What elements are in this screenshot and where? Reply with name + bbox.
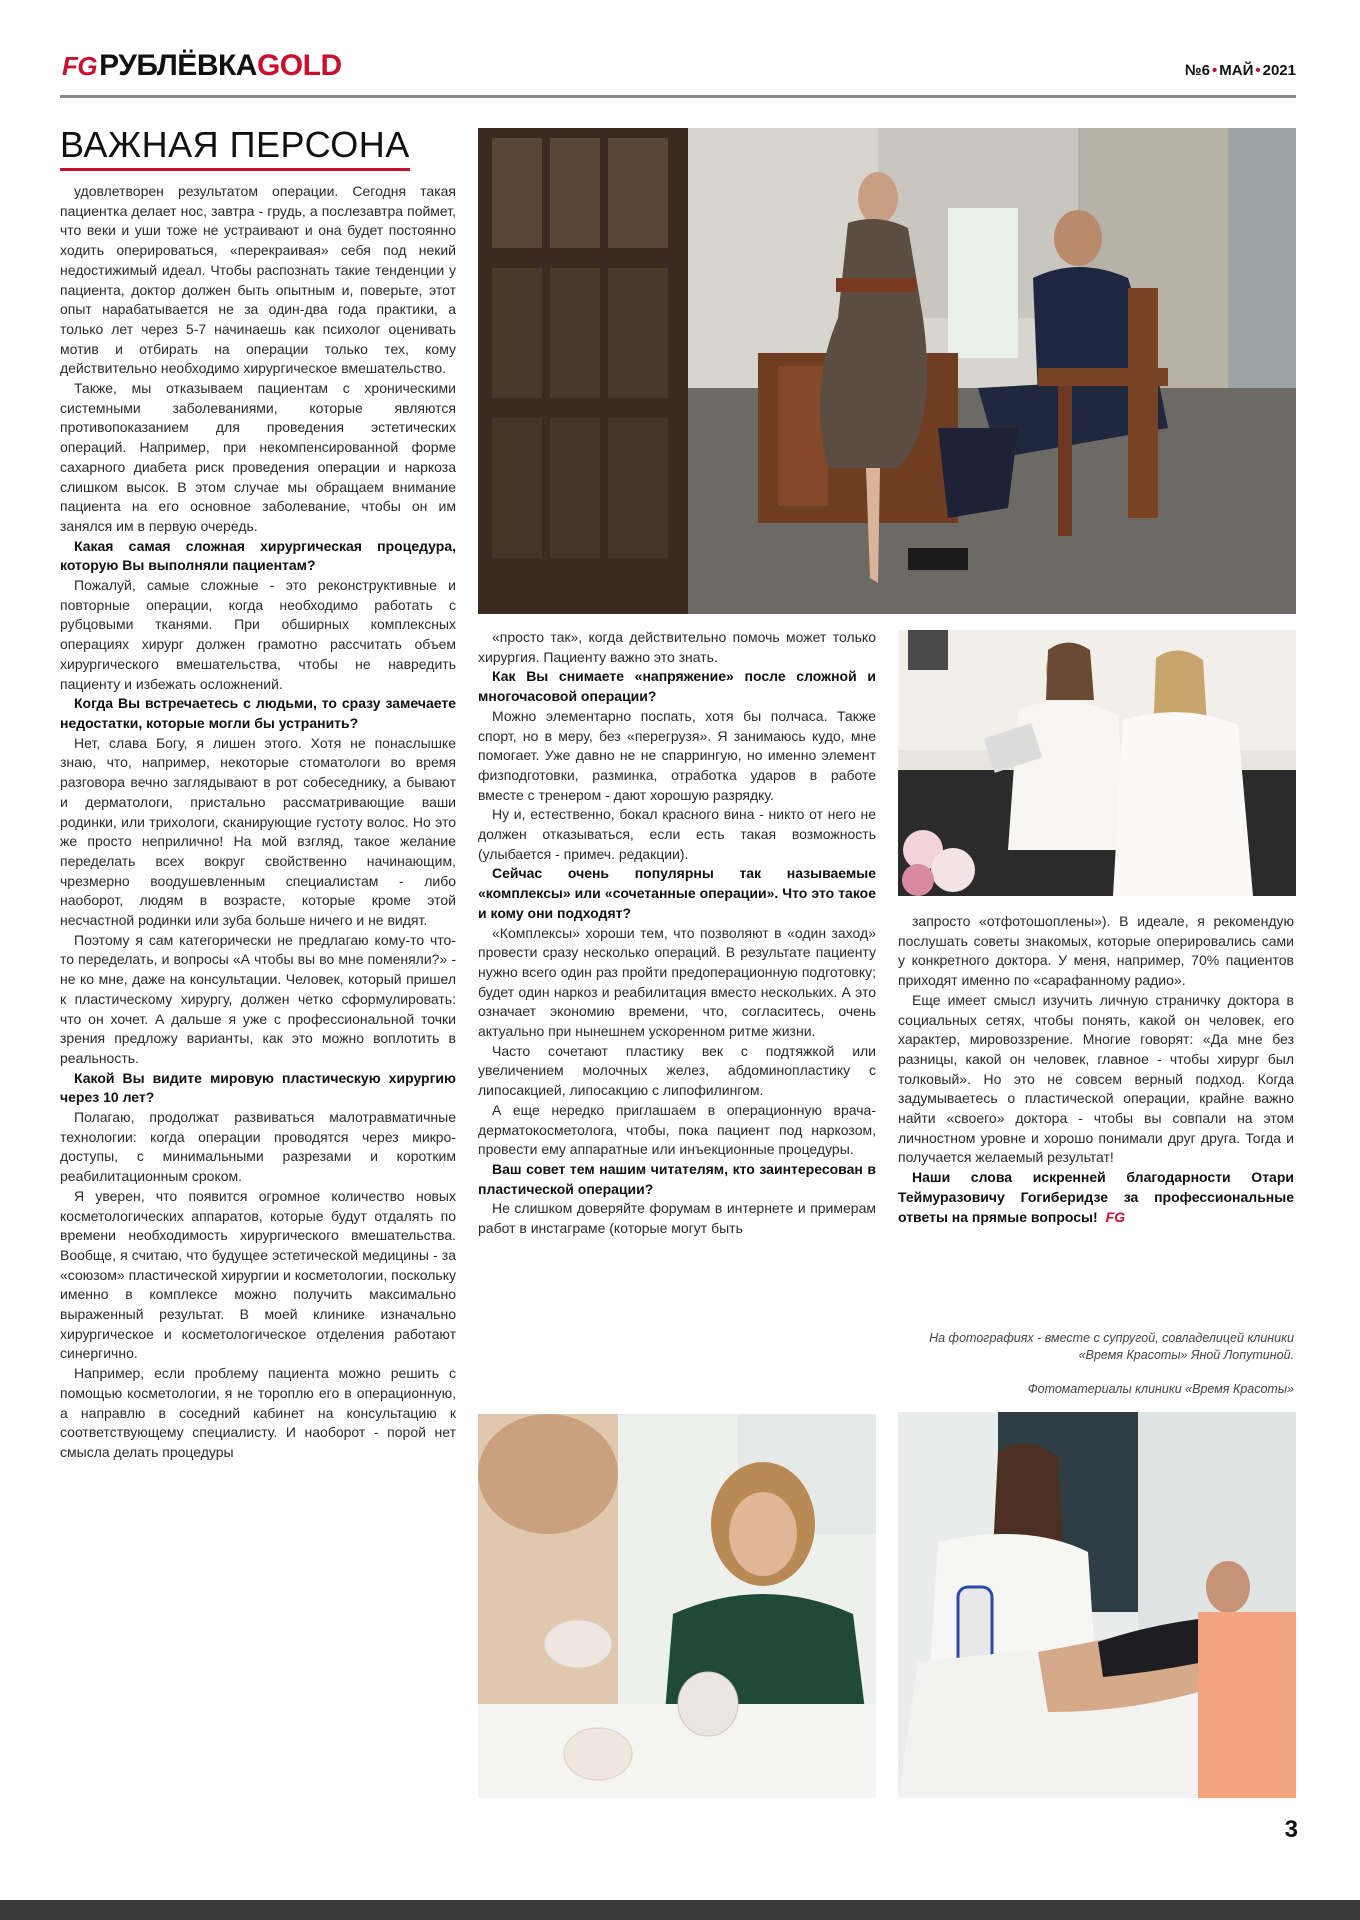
paragraph-text: Полагаю, продолжат развиваться малотравматичные технологии: когда операции проводятся через микро-доступы, с минимальными разрезами и коротким реабилитационным сроком. [60, 1109, 456, 1185]
logo-gold: GOLD [256, 49, 342, 82]
photo-cosmetology-procedure [898, 1412, 1296, 1798]
paragraph-text: «Комплексы» хороши тем, что позволяют в «один заход» провести сразу несколько операций. В результате пациенту нужно всего один раз пройти предоперационную подготовку; будет один наркоз и реабилитация вместо нескольких. А это означает экономию времени, что, согласитесь, очень актуально при нынешнем ускоренном ритме жизни. [478, 924, 876, 1040]
photo-caption-couple: На фотографиях - вместе с супругой, совладелицей клиники «Время Красоты» Яной Лопутиной. [929, 1331, 1294, 1362]
photo-credit: Фотоматериалы клиники «Время Красоты» [1027, 1382, 1294, 1396]
paragraph [60, 1187, 456, 1364]
interview-question [60, 537, 456, 576]
question-text: Какой Вы видите мировую пластическую хирургию через 10 лет? [60, 1069, 456, 1106]
issue-month: МАЙ [1219, 62, 1254, 79]
paragraph-text: «просто так», когда действительно помочь может только хирургия. Пациенту важно это знать. [478, 629, 876, 665]
logo-name: РУБЛЁВКА [99, 49, 257, 82]
paragraph-text: Ну и, естественно, бокал красного вина - никто от него не должен отказываться, если есть такая возможность (улыбается - примеч. редакции). [478, 806, 876, 862]
question-text: Как Вы снимаете «напряжение» после сложной и многочасовой операции? [478, 668, 876, 705]
question-text: Сейчас очень популярны так называемые «комплексы» или «сочетанные операции». Что это такое и кому они подходят? [478, 865, 876, 921]
paragraph [60, 734, 456, 931]
paragraph [478, 707, 876, 806]
page-number: 3 [1284, 1816, 1298, 1843]
photo-women-robes [898, 630, 1296, 896]
paragraph-text: Поэтому я сам категорически не предлагаю кому-то что-то переделать, и вопросы «А чтобы вы во мне поменяли?» - не ко мне, даже на консультации. Человек, который пришел к пластическому хирургу, должен четко сформулировать: что он хочет. А дальше я уже с профессиональной точки зрения предложу варианты, как это можно воплотить в реальность. [60, 931, 456, 1066]
question-text: Наши слова искренней благодарности Отари Теймуразовичу Гогиберидзе за профессиональные ответы на прямые вопросы! [898, 1169, 1294, 1225]
issue-info [1185, 62, 1296, 79]
paragraph [60, 1108, 456, 1187]
interview-question [60, 1069, 456, 1108]
paragraph-text: Еще имеет смысл изучить личную страничку доктора в социальных сетях, чтобы понять, какой он человек, его характер, мировоззрение. Многие говорят: «Да мне без разницы, какой он человек, главное - чтобы хирург был толковый». Но это не совсем верный подход. Когда задумываетесь о пластической операции, крайне важно найти «своего» доктора - чтобы вы совпали на этом личностном уровне и хорошо понимали друг друга. Тогда и получается желаемый результат! [898, 991, 1294, 1166]
photo-doctor-implants [478, 1414, 876, 1798]
logo-fg-mark: FG [62, 50, 98, 81]
question-text: Какая самая сложная хирургическая процедура, которую Вы выполняли пациентам? [60, 537, 456, 574]
paragraph [898, 912, 1294, 991]
interview-question [478, 667, 876, 706]
paragraph-text: Пожалуй, самые сложные - это реконструктивные и повторные операции, когда необходимо работать с рубцовыми тканями. При обширных комплексных операциях хирург должен грамотно рассчитать объем хирургического вмешательства, чтобы не навредить пациенту и избежать осложнений. [60, 577, 456, 692]
paragraph [478, 924, 876, 1042]
interview-question [478, 1160, 876, 1199]
section-title: ВАЖНАЯ ПЕРСОНА [60, 124, 410, 171]
separator-dot: • [1211, 62, 1218, 79]
paragraph [478, 1199, 876, 1238]
header-rule [60, 95, 1296, 98]
issue-number: №6 [1184, 62, 1210, 79]
interview-question [898, 1168, 1294, 1227]
paragraph [478, 1042, 876, 1101]
paragraph-text: Например, если проблему пациента можно решить с помощью косметологии, я не тороплю его в операционную, а направлю в соседний кабинет на консультацию к соответствующему специалисту. И наоборот - порой нет смысла делать процедуры [60, 1365, 456, 1460]
paragraph-text: Не слишком доверяйте форумам в интернете и примерам работ в инстаграме (которые могут быть [478, 1200, 876, 1237]
paragraph-text: А еще нередко приглашаем в операционную врача-дерматокосметолога, чтобы, пока пациент под наркозом, провести ему аппаратные или инъекционные процедуры. [478, 1101, 876, 1158]
interview-question [60, 694, 456, 733]
article-column-2 [478, 628, 876, 1398]
question-text: Когда Вы встречаетесь с людьми, то сразу замечаете недостатки, которые могли бы устранить? [60, 695, 456, 731]
article-column-1 [60, 182, 456, 1782]
paragraph [898, 991, 1294, 1168]
paragraph [60, 379, 456, 537]
paragraph-text: Я уверен, что появится огромное количество новых косметологических аппаратов, которые будут отдалять по времени необходимость хирургического вмешательства. Вообще, я считаю, что будущее эстетической медицины - за «союзом» пластической хирургии и косметологии, поскольку именно в комплексе можно получить максимально выраженный результат. В моей клинике изначально хирургическое и косметологическое отделения работают синергично. [60, 1187, 456, 1362]
photo-couple-office [478, 128, 1296, 614]
paragraph-text: Также, мы отказываем пациентам с хроническими системными заболеваниями, которые являются противопоказанием для проведения эстетических операций. Например, при некомпенсированной форме сахарного диабета риск проведения операции и наркоза слишком высок. В этом случае мы обращаем внимание пациента на его основное заболевание, чтобы он им занялся им в первую очередь. [60, 380, 456, 534]
paragraph [478, 805, 876, 864]
end-mark-logo: FG [1105, 1208, 1126, 1225]
paragraph [478, 628, 876, 667]
paragraph [60, 576, 456, 694]
bottom-bar [0, 1900, 1360, 1920]
paragraph [478, 1101, 876, 1160]
paragraph [60, 931, 456, 1069]
article-column-3 [898, 912, 1294, 1332]
paragraph [60, 182, 456, 379]
interview-question [478, 864, 876, 923]
separator-dot: • [1255, 62, 1261, 79]
issue-year: 2021 [1262, 62, 1296, 79]
paragraph-text: запросто «отфотошоплены»). В идеале, я рекомендую послушать советы знакомых, которые оперировались сами у конкретного доктора. У меня, например, 70% пациентов приходят именно по «сарафанному радио». [898, 913, 1294, 989]
magazine-logo [62, 46, 342, 86]
paragraph-text: Можно элементарно поспать, хотя бы полчаса. Также спорт, но в меру, без «перегрузя». Я занимаюсь кудо, мне помогает. Уже давно не не спаррингую, но именно элемент физподготовки, разминка, отработка ударов в работе вместе с тренером - дают хорошую разрядку. [478, 707, 876, 803]
paragraph-text: Часто сочетают пластику век с подтяжкой или увеличением молочных желез, абдоминопластику с липосакцией, липосакцию с липофилингом. [478, 1042, 876, 1099]
paragraph-text: удовлетворен результатом операции. Сегодня такая пациентка делает нос, завтра - грудь, а послезавтра поймет, что веки и уши тоже не устраивают и она будет постоянно ходить оперироваться, «перекраивая» себя под некий недостижимый идеал. Чтобы распознать такие тенденции у пациента, доктор должен быть опытным и, поверьте, этот опыт нарабатывается не за один-два года практики, а только лет через 5-7 начинаешь как психолог оценивать мотив и отбирать на операции только тех, кому действительно необходимо хирургическое вмешательство. [60, 183, 456, 377]
paragraph [60, 1364, 456, 1463]
paragraph-text: Нет, слава Богу, я лишен этого. Хотя не понаслышке знаю, что, например, некоторые стоматологи во время разговора вечно заглядывают в рот собеседнику, а бывают и дерматологи, пристально рассматривающие ваши родинки, или трихологи, сканирующие густоту волос. Но это же просто неприлично! На мой взгляд, такое желание переделать всех вокруг свойственно начинающим, чрезмерно воодушевленным специалистам - либо наоборот, людям в возрасте, которые кроме этой несчастной родинки или зуба больше ничего и не видят. [60, 734, 456, 929]
question-text: Ваш совет тем нашим читателям, кто заинтересован в пластической операции? [478, 1160, 876, 1197]
